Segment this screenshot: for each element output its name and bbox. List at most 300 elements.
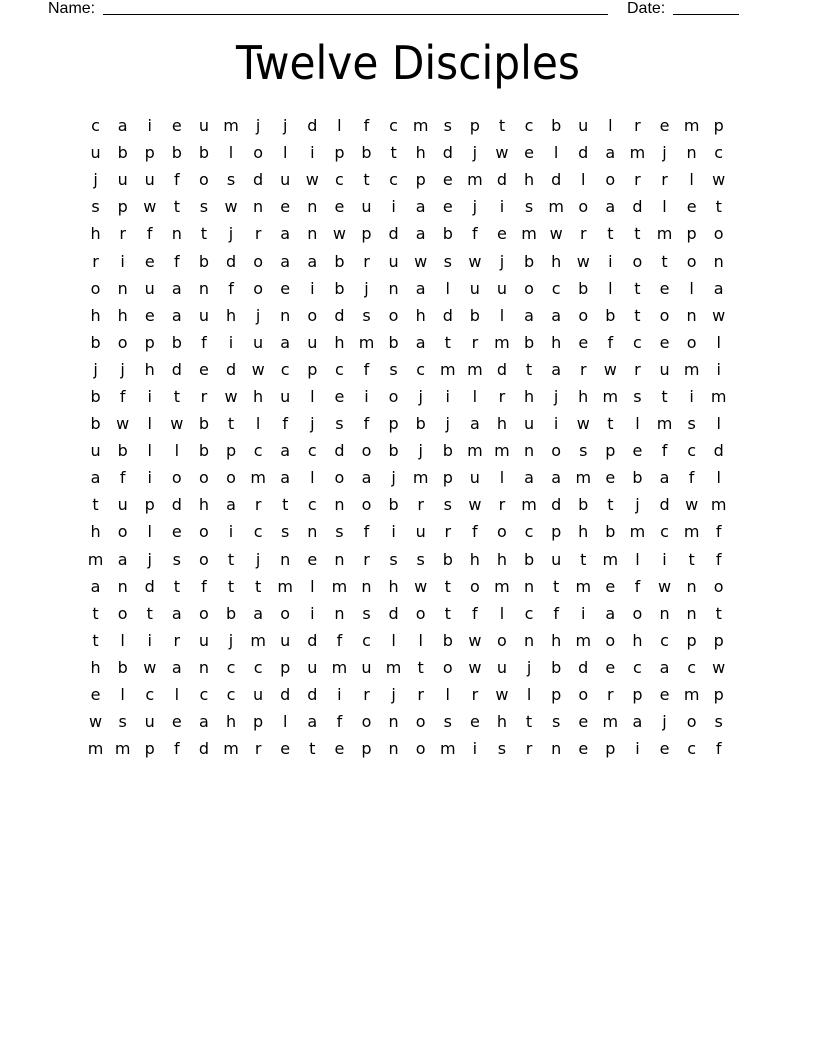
- grid-letter: b: [388, 441, 399, 461]
- grid-letter: d: [171, 359, 182, 379]
- grid-letter: b: [90, 332, 101, 352]
- grid-letter: n: [388, 739, 399, 759]
- grid-letter: c: [687, 739, 696, 759]
- grid-letter: i: [228, 332, 234, 352]
- grid-letter: a: [280, 224, 291, 244]
- grid-letter: f: [715, 549, 722, 569]
- grid-letter: o: [415, 603, 426, 623]
- grid-letter: c: [687, 441, 696, 461]
- grid-letter: u: [198, 116, 209, 136]
- grid-letter: e: [686, 197, 697, 217]
- grid-letter: b: [198, 414, 209, 434]
- grid-letter: m: [683, 685, 700, 705]
- grid-letter: l: [147, 441, 152, 461]
- grid-letter: b: [469, 305, 480, 325]
- grid-letter: u: [659, 359, 670, 379]
- grid-letter: a: [253, 603, 264, 623]
- grid-letter: l: [608, 116, 613, 136]
- grid-letter: t: [525, 712, 533, 732]
- grid-letter: o: [199, 522, 209, 542]
- grid-letter: h: [225, 305, 237, 325]
- grid-letter: t: [661, 386, 668, 406]
- grid-letter: f: [634, 576, 641, 596]
- grid-letter: t: [227, 414, 235, 434]
- grid-letter: n: [280, 549, 291, 569]
- worksheet-header: [48, 0, 768, 19]
- grid-letter: o: [253, 251, 263, 271]
- grid-letter: l: [553, 143, 559, 163]
- grid-letter: p: [225, 441, 237, 461]
- grid-letter: f: [472, 522, 478, 542]
- grid-letter: s: [443, 116, 452, 136]
- grid-letter: l: [282, 143, 288, 163]
- grid-letter: e: [280, 278, 291, 298]
- grid-letter: d: [551, 170, 562, 190]
- grid-letter: a: [415, 332, 426, 352]
- grid-letter: m: [87, 739, 104, 759]
- grid-letter: m: [521, 224, 537, 244]
- grid-letter: l: [635, 414, 640, 434]
- grid-letter: n: [334, 603, 345, 623]
- grid-letter: i: [310, 143, 315, 163]
- grid-letter: o: [442, 657, 453, 677]
- grid-letter: o: [578, 685, 589, 705]
- grid-letter: r: [634, 359, 641, 379]
- grid-letter: n: [686, 305, 697, 325]
- grid-letter: s: [362, 305, 371, 325]
- grid-letter: a: [415, 278, 426, 298]
- grid-letter: h: [90, 522, 101, 542]
- grid-letter: d: [442, 143, 453, 163]
- grid-letter: l: [499, 603, 505, 623]
- grid-letter: o: [199, 170, 209, 190]
- grid-letter: e: [280, 197, 291, 217]
- name-field[interactable]: [103, 14, 608, 15]
- grid-letter: u: [388, 251, 399, 271]
- grid-letter: p: [144, 495, 155, 515]
- grid-letter: d: [496, 359, 508, 379]
- grid-letter: b: [90, 386, 101, 406]
- grid-letter: n: [523, 576, 535, 596]
- grid-letter: t: [444, 603, 451, 623]
- grid-letter: i: [228, 522, 234, 542]
- grid-letter: a: [280, 468, 291, 488]
- grid-letter: b: [198, 441, 209, 461]
- grid-letter: d: [198, 739, 209, 759]
- grid-letter: t: [92, 603, 99, 623]
- grid-letter: s: [389, 359, 398, 379]
- grid-letter: d: [578, 657, 589, 677]
- grid-letter: f: [715, 522, 722, 542]
- grid-letter: w: [576, 414, 590, 434]
- grid-letter: m: [656, 224, 673, 244]
- grid-letter: o: [361, 495, 372, 515]
- grid-letter: r: [417, 495, 424, 515]
- grid-letter: o: [632, 251, 643, 271]
- grid-letter: p: [334, 143, 345, 163]
- grid-letter: n: [388, 712, 399, 732]
- grid-letter: b: [117, 657, 128, 677]
- grid-letter: u: [280, 630, 291, 650]
- grid-letter: b: [198, 251, 209, 271]
- grid-letter: f: [607, 332, 614, 352]
- grid-letter: r: [363, 251, 370, 271]
- grid-letter: p: [144, 332, 155, 352]
- grid-letter: h: [90, 224, 101, 244]
- grid-letter: w: [495, 685, 509, 705]
- grid-letter: f: [553, 603, 559, 623]
- grid-letter: h: [253, 386, 264, 406]
- grid-letter: t: [634, 224, 641, 244]
- grid-letter: l: [310, 468, 315, 488]
- grid-letter: l: [391, 630, 396, 650]
- grid-letter: t: [173, 197, 180, 217]
- grid-letter: b: [117, 441, 128, 461]
- grid-letter: h: [551, 251, 562, 271]
- grid-letter: c: [362, 630, 371, 650]
- grid-letter: e: [199, 359, 209, 379]
- grid-letter: e: [605, 657, 616, 677]
- grid-letter: o: [199, 549, 209, 569]
- grid-letter: e: [334, 386, 345, 406]
- grid-letter: u: [90, 143, 101, 163]
- grid-letter: p: [388, 414, 399, 434]
- grid-letter: t: [553, 576, 560, 596]
- grid-letter: j: [445, 414, 450, 434]
- grid-letter: b: [225, 603, 237, 623]
- grid-letter: s: [389, 549, 398, 569]
- grid-letter: w: [549, 224, 563, 244]
- grid-letter: b: [388, 495, 399, 515]
- grid-letter: s: [335, 522, 344, 542]
- grid-letter: r: [471, 332, 479, 352]
- grid-letter: f: [661, 441, 668, 461]
- grid-letter: j: [662, 712, 667, 732]
- grid-letter: f: [201, 576, 207, 596]
- grid-letter: n: [307, 522, 318, 542]
- grid-letter: n: [523, 441, 535, 461]
- grid-letter: h: [198, 495, 209, 515]
- grid-letter: h: [225, 712, 237, 732]
- grid-letter: i: [635, 739, 640, 759]
- grid-letter: d: [253, 170, 264, 190]
- grid-letter: i: [337, 685, 342, 705]
- grid-letter: t: [498, 116, 506, 136]
- grid-letter: o: [199, 468, 209, 488]
- grid-letter: w: [468, 251, 482, 271]
- grid-letter: e: [469, 712, 480, 732]
- grid-letter: f: [174, 739, 180, 759]
- grid-letter: p: [713, 685, 724, 705]
- grid-letter: n: [307, 224, 318, 244]
- grid-letter: a: [90, 576, 101, 596]
- grid-letter: r: [634, 170, 641, 190]
- grid-letter: h: [117, 305, 128, 325]
- grid-letter: e: [144, 305, 155, 325]
- grid-letter: t: [227, 549, 235, 569]
- grid-letter: e: [171, 116, 182, 136]
- grid-letter: t: [661, 251, 668, 271]
- grid-letter: d: [713, 441, 724, 461]
- grid-letter: u: [253, 332, 264, 352]
- grid-letter: p: [686, 630, 697, 650]
- grid-letter: a: [199, 712, 209, 732]
- grid-letter: w: [116, 414, 130, 434]
- grid-letter: a: [605, 197, 616, 217]
- grid-letter: b: [442, 441, 453, 461]
- grid-letter: f: [119, 468, 126, 488]
- grid-letter: p: [605, 441, 616, 461]
- grid-letter: c: [660, 522, 669, 542]
- grid-letter: w: [414, 576, 428, 596]
- grid-letter: m: [87, 549, 104, 569]
- grid-letter: i: [581, 603, 586, 623]
- grid-letter: c: [389, 116, 398, 136]
- grid-letter: j: [255, 305, 261, 325]
- grid-letter: u: [198, 305, 209, 325]
- grid-letter: m: [629, 522, 646, 542]
- grid-letter: w: [143, 197, 157, 217]
- grid-letter: m: [358, 332, 375, 352]
- grid-letter: t: [580, 549, 587, 569]
- grid-letter: w: [251, 359, 265, 379]
- grid-letter: l: [716, 414, 721, 434]
- grid-letter: r: [254, 495, 262, 515]
- grid-letter: h: [496, 414, 508, 434]
- grid-letter: t: [92, 630, 99, 650]
- grid-letter: l: [499, 468, 505, 488]
- grid-letter: d: [280, 685, 291, 705]
- grid-letter: j: [255, 116, 261, 136]
- grid-letter: t: [715, 197, 722, 217]
- grid-letter: a: [361, 468, 372, 488]
- grid-letter: o: [90, 278, 101, 298]
- grid-letter: e: [334, 739, 345, 759]
- grid-letter: o: [578, 197, 589, 217]
- grid-letter: l: [689, 170, 694, 190]
- grid-letter: t: [634, 305, 641, 325]
- grid-letter: o: [686, 332, 697, 352]
- grid-letter: t: [173, 576, 180, 596]
- grid-letter: s: [416, 549, 425, 569]
- grid-letter: d: [334, 441, 345, 461]
- grid-letter: l: [472, 386, 478, 406]
- grid-letter: u: [144, 278, 155, 298]
- date-label: Date:: [627, 0, 666, 17]
- grid-letter: b: [523, 251, 535, 271]
- grid-letter: m: [710, 495, 727, 515]
- grid-letter: w: [576, 251, 590, 271]
- grid-letter: h: [578, 386, 589, 406]
- grid-letter: o: [280, 603, 291, 623]
- grid-letter: o: [686, 251, 697, 271]
- grid-letter: t: [254, 576, 262, 596]
- grid-letter: s: [335, 414, 344, 434]
- grid-letter: m: [521, 495, 537, 515]
- grid-letter: n: [334, 495, 345, 515]
- grid-letter: d: [334, 305, 345, 325]
- grid-letter: h: [415, 305, 426, 325]
- grid-letter: b: [334, 251, 345, 271]
- grid-letter: p: [551, 685, 562, 705]
- grid-letter: j: [526, 657, 532, 677]
- grid-letter: i: [445, 386, 450, 406]
- grid-letter: l: [228, 143, 234, 163]
- grid-letter: a: [469, 414, 480, 434]
- grid-letter: c: [334, 170, 344, 190]
- grid-letter: c: [524, 116, 534, 136]
- grid-letter: a: [713, 278, 724, 298]
- grid-letter: m: [710, 386, 727, 406]
- grid-letter: t: [607, 224, 614, 244]
- grid-letter: m: [629, 143, 646, 163]
- grid-letter: c: [633, 657, 642, 677]
- grid-letter: w: [170, 414, 184, 434]
- grid-letter: t: [444, 576, 451, 596]
- grid-letter: l: [418, 630, 423, 650]
- grid-letter: c: [334, 359, 344, 379]
- grid-letter: p: [253, 712, 264, 732]
- grid-letter: h: [551, 630, 562, 650]
- grid-letter: f: [228, 278, 234, 298]
- grid-letter: l: [147, 414, 152, 434]
- grid-letter: j: [228, 224, 234, 244]
- grid-letter: p: [361, 739, 372, 759]
- grid-letter: n: [117, 278, 128, 298]
- grid-letter: a: [171, 603, 182, 623]
- grid-letter: e: [632, 441, 643, 461]
- grid-letter: w: [468, 657, 482, 677]
- grid-letter: r: [525, 739, 533, 759]
- grid-letter: j: [553, 386, 559, 406]
- grid-letter: o: [307, 305, 318, 325]
- grid-letter: m: [467, 359, 483, 379]
- grid-letter: a: [551, 359, 562, 379]
- grid-letter: l: [255, 414, 261, 434]
- grid-letter: t: [227, 576, 235, 596]
- grid-letter: b: [523, 332, 535, 352]
- grid-letter: c: [660, 630, 669, 650]
- grid-letter: u: [415, 522, 426, 542]
- grid-letter: m: [494, 441, 510, 461]
- grid-letter: l: [581, 170, 586, 190]
- grid-letter: t: [607, 414, 614, 434]
- date-field[interactable]: [673, 14, 739, 15]
- grid-letter: b: [117, 143, 128, 163]
- grid-letter: e: [307, 549, 318, 569]
- grid-letter: f: [472, 224, 478, 244]
- grid-letter: c: [551, 278, 561, 298]
- grid-letter: w: [657, 576, 672, 596]
- grid-letter: i: [310, 278, 315, 298]
- grid-letter: h: [632, 630, 643, 650]
- grid-letter: d: [307, 685, 318, 705]
- grid-letter: o: [578, 305, 589, 325]
- grid-letter: d: [388, 224, 399, 244]
- grid-letter: m: [656, 414, 673, 434]
- grid-letter: c: [633, 332, 642, 352]
- grid-letter: m: [575, 468, 592, 488]
- grid-letter: t: [417, 657, 424, 677]
- grid-letter: p: [361, 224, 372, 244]
- grid-letter: b: [171, 143, 182, 163]
- grid-letter: d: [225, 359, 237, 379]
- grid-letter: d: [171, 495, 182, 515]
- grid-letter: c: [91, 116, 100, 136]
- grid-letter: p: [415, 170, 426, 190]
- grid-letter: d: [551, 495, 562, 515]
- grid-letter: s: [687, 414, 696, 434]
- grid-letter: m: [602, 549, 619, 569]
- grid-letter: c: [253, 522, 263, 542]
- grid-letter: i: [147, 468, 152, 488]
- grid-letter: f: [363, 116, 370, 136]
- grid-letter: l: [310, 386, 315, 406]
- grid-letter: c: [687, 657, 696, 677]
- grid-letter: a: [280, 251, 291, 271]
- grid-letter: r: [661, 170, 668, 190]
- grid-letter: w: [143, 657, 157, 677]
- grid-letter: n: [686, 603, 697, 623]
- grid-letter: a: [280, 332, 291, 352]
- grid-letter: o: [361, 441, 372, 461]
- grid-letter: m: [412, 468, 429, 488]
- grid-letter: s: [443, 712, 452, 732]
- grid-letter: u: [496, 657, 508, 677]
- grid-letter: r: [634, 116, 641, 136]
- grid-letter: a: [605, 143, 616, 163]
- grid-letter: m: [439, 739, 456, 759]
- grid-letter: u: [117, 170, 128, 190]
- grid-letter: f: [174, 170, 180, 190]
- grid-letter: c: [253, 441, 263, 461]
- grid-letter: j: [391, 685, 396, 705]
- grid-letter: i: [147, 116, 152, 136]
- grid-letter: l: [310, 576, 315, 596]
- grid-letter: r: [498, 495, 506, 515]
- grid-letter: w: [468, 630, 482, 650]
- grid-letter: b: [605, 522, 616, 542]
- grid-letter: m: [575, 630, 592, 650]
- grid-letter: c: [389, 170, 398, 190]
- grid-letter: b: [442, 224, 453, 244]
- grid-letter: c: [714, 143, 724, 163]
- grid-letter: s: [199, 197, 209, 217]
- grid-letter: w: [89, 712, 103, 732]
- grid-letter: o: [226, 468, 236, 488]
- grid-letter: r: [92, 251, 99, 271]
- grid-letter: c: [524, 522, 534, 542]
- grid-letter: o: [497, 630, 507, 650]
- grid-letter: r: [417, 685, 424, 705]
- grid-letter: l: [120, 630, 125, 650]
- grid-letter: a: [551, 305, 562, 325]
- grid-letter: t: [688, 549, 695, 569]
- grid-letter: n: [117, 576, 128, 596]
- grid-letter: j: [282, 116, 288, 136]
- grid-letter: h: [578, 522, 589, 542]
- grid-letter: f: [688, 468, 695, 488]
- grid-letter: j: [418, 441, 423, 461]
- grid-letter: i: [147, 630, 152, 650]
- grid-letter: w: [712, 170, 726, 190]
- grid-letter: m: [467, 170, 483, 190]
- grid-letter: p: [713, 630, 724, 650]
- grid-letter: m: [223, 116, 239, 136]
- grid-letter: m: [331, 657, 348, 677]
- grid-letter: u: [469, 278, 480, 298]
- grid-letter: o: [713, 224, 724, 244]
